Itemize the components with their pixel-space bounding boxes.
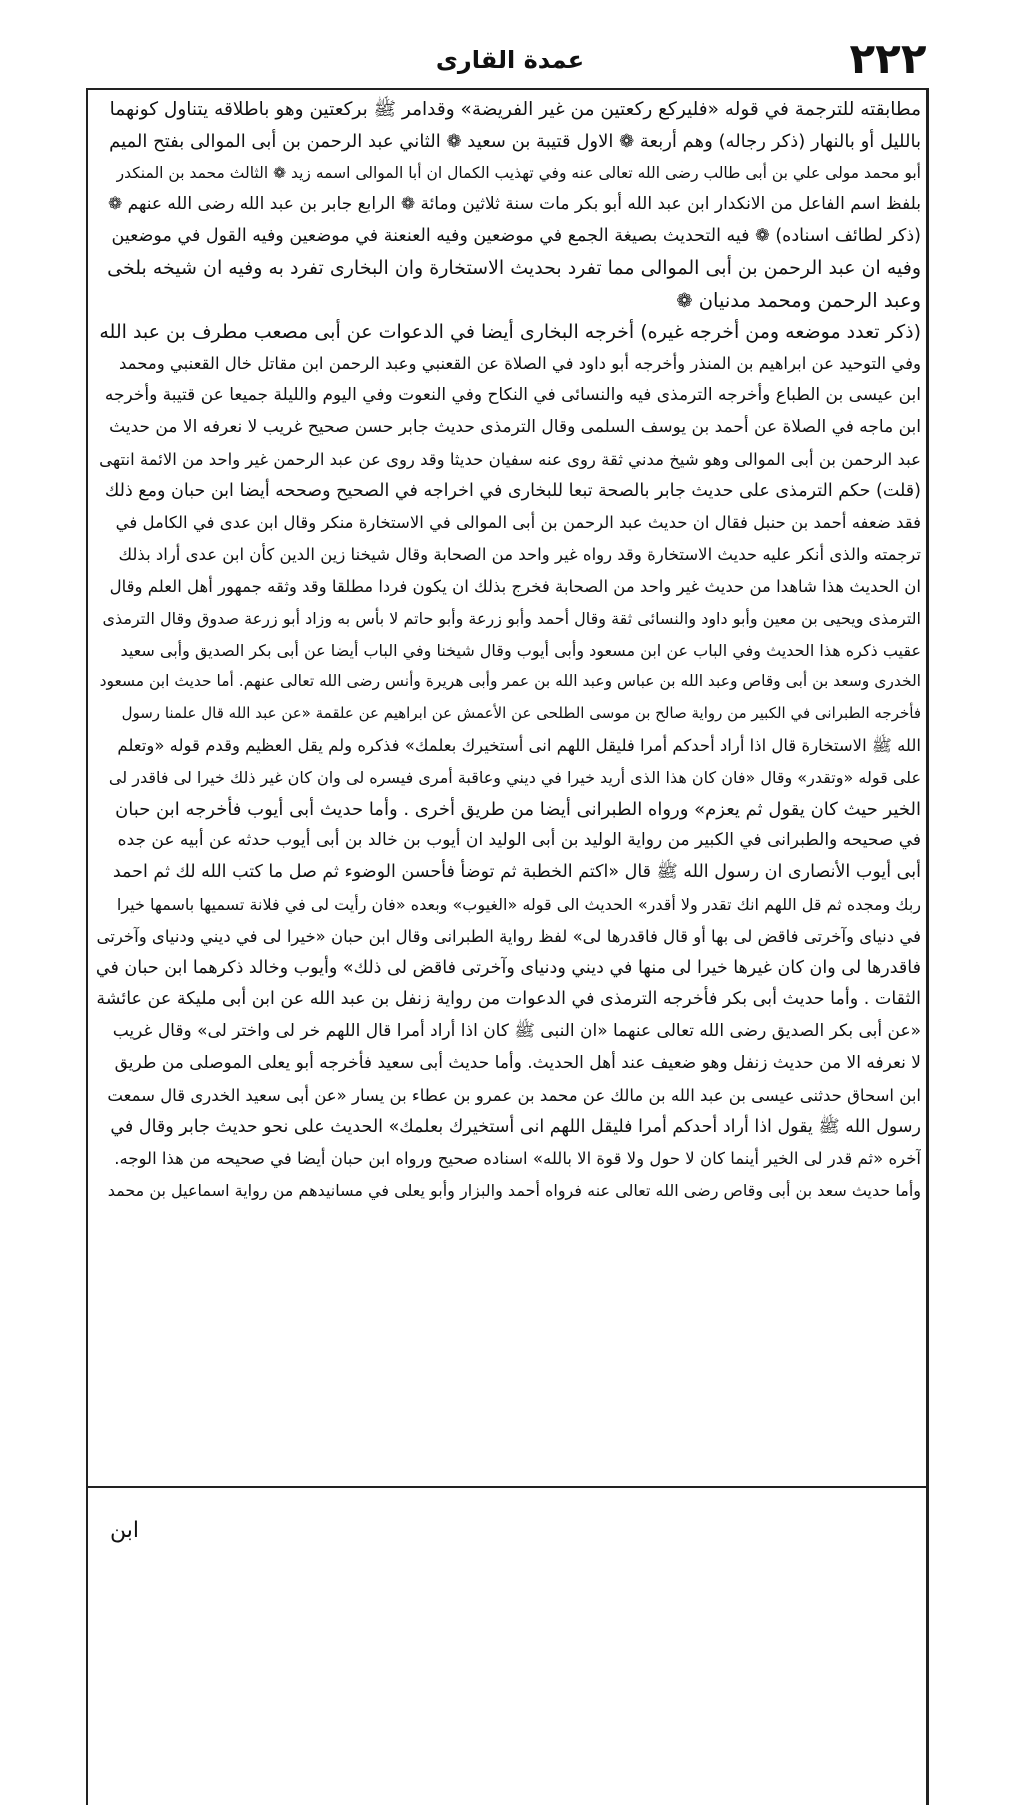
text-line: ابن اسحاق حدثنى عيسى بن عبد الله بن مالك عن محمد بن عمرو بن عطاء بن يسار «عن أبى سعيد الخدرى قال سمعت <box>107 1085 921 1105</box>
text-line: فاقدرها لى وان كان غيرها خيرا لى منها في ديني ودنياى وآخرتى فاقض لى ذلك» وأيوب وخالد ذكرهما ابن حبان في <box>96 957 921 978</box>
text-line: الخير حيث كان يقول ثم يعزم» ورواه الطبرانى أيضا من طريق أخرى . وأما حديث أبى أيوب فأخرجه ابن حبان <box>115 798 921 820</box>
text-line: وعبد الرحمن ومحمد مدنيان ❁ <box>676 288 921 312</box>
text-line: أبو محمد مولى علي بن أبى طالب رضى الله تعالى عنه وفي تهذيب الكمال ان أبا الموالى اسمه زيد ❁ الثالث محمد بن المنكدر <box>116 163 921 182</box>
text-line: (ذكر لطائف اسناده) ❁ فيه التحديث بصيغة الجمع في موضعين وفيه العنعنة في موضعين وفيه القول في موضعين <box>111 226 921 247</box>
text-line: (قلت) حكم الترمذى على حديث جابر بالصحة تبعا للبخارى في اخراجه في الصحيح وصححه أيضا ابن حبان ومع ذلك <box>104 480 921 501</box>
text-line: فقد ضعفه أحمد بن حنبل فقال ان حديث عبد الرحمن بن أبى الموالى في الاستخارة منكر وقال ابن عدى في الكامل في <box>115 513 921 533</box>
text-line: على قوله «وتقدر» وقال «فان كان هذا الذى أريد خيرا في ديني وعاقبة أمرى فيسره لى وان كان غير ذلك خيرا لى فاقدر لى <box>108 767 921 787</box>
text-line: أبى أيوب الأنصارى ان رسول الله ﷺ قال «اكتم الخطبة ثم توضأ فأحسن الوضوء ثم صل ما كتب الله لك ثم احمد <box>112 862 921 883</box>
text-line: آخره «ثم قدر لى الخير أينما كان لا حول ولا قوة الا بالله» اسناده صحيح ورواه ابن حبان أيضا في صحيحه من هذا الوجه. <box>114 1149 921 1169</box>
text-line: ان الحديث هذا شاهدا من حديث غير واحد من الصحابة فخرج بذلك ان يكون فردا مطلقا وقد وثقه جمهور أهل العلم وقال <box>109 576 921 596</box>
text-line: بالليل أو بالنهار (ذكر رجاله) وهم أربعة ❁ الاول قتيبة بن سعيد ❁ الثاني عبد الرحمن بن أبى الموالى بفتح الميم <box>109 130 921 152</box>
text-line: في صحيحه والطبرانى في الكبير من رواية الوليد بن أبى الوليد ان أيوب بن خالد بن أبى أيوب حدثه عن أبيه عن جده <box>117 830 921 851</box>
text-line: ربك ومجده ثم قل اللهم انك تقدر ولا أقدر» الحديث الى قوله «الغيوب» وبعده «فان رأيت لى في فلانة تسميها باسمها خيرا <box>116 894 921 914</box>
text-line: وفيه ان عبد الرحمن بن أبى الموالى مما تفرد بحديث الاستخارة وان البخارى تفرد به وفيه ان شيخه بلخى <box>107 256 921 279</box>
text-line: «عن أبى بكر الصديق رضى الله تعالى عنهما «ان النبى ﷺ كان اذا أراد أمرا قال اللهم خر لى واختر لى» وقال غريب <box>112 1021 921 1042</box>
text-line: رسول الله ﷺ يقول اذا أراد أحدكم أمرا فليقل اللهم انى أستخيرك بعلمك» الحديث على نحو حديث جابر وقال في <box>110 1116 921 1137</box>
text-line: ترجمته والذى أنكر عليه حديث الاستخارة وقد رواه غير واحد من الصحابة وقال شيخنا زين الدين كأن ابن عدى أراد بذلك <box>118 545 921 565</box>
text-line: ابن ماجه في الصلاة عن أحمد بن يوسف السلمى وقال الترمذى حديث جابر حسن صحيح غريب لا نعرفه الا من حديث <box>109 416 921 437</box>
text-line: عبد الرحمن بن أبى الموالى وهو شيخ مدني ثقة روى عنه سفيان حديثا وقد روى عن عبد الرحمن غير واحد من الائمة انتهى <box>99 449 921 469</box>
body-text <box>96 94 921 1207</box>
text-frame-right-rule <box>926 88 929 1805</box>
text-frame-left-rule <box>86 88 88 1805</box>
text-line: وأما حديث سعد بن أبى وقاص رضى الله تعالى عنه فرواه أحمد والبزار وأبو يعلى في مسانيدهم من رواية اسماعيل بن محمد <box>107 1181 921 1201</box>
text-line: ابن عيسى بن الطباع وأخرجه الترمذى فيه والنسائى في النكاح وفي النعوت وفي اليوم والليلة جميعا عن قتيبة وأخرجه <box>104 385 921 406</box>
text-line: مطابقته للترجمة في قوله «فليركع ركعتين من غير الفريضة» وقدامر ﷺ بركعتين وهو باطلاقه يتناول كونهما <box>109 99 921 120</box>
text-line: الله ﷺ الاستخارة قال اذا أراد أحدكم أمرا فليقل اللهم انى أستخيرك بعلمك» فذكره ولم يقل العظيم وقدم قوله «وتعلم <box>117 735 921 755</box>
text-line: بلفظ اسم الفاعل من الانكدار ابن عبد الله أبو بكر مات سنة ثلاثين ومائة ❁ الرابع جابر بن عبد الله رضى الله عنهم ❁ <box>107 194 921 215</box>
text-line: الثقات . وأما حديث أبى بكر فأخرجه الترمذى في الدعوات من رواية زنفل بن عبد الله عن ابن أبى مليكة عن عائشة <box>96 989 921 1010</box>
text-frame-top-rule <box>86 88 929 90</box>
page-number: ٢٢٢ <box>849 34 927 83</box>
text-line: وفي التوحيد عن ابراهيم بن المنذر وأخرجه أبو داود في الصلاة عن القعنبي وعبد الرحمن ابن مقاتل خال القعنبي ومحمد <box>119 354 921 374</box>
text-frame-bottom-rule <box>86 1486 929 1488</box>
text-line: الخدرى وسعد بن أبى وقاص وعبد الله بن عباس وعبد الله بن عمر وأبى هريرة وأنس رضى الله تعالى عنهم. أما حديث ابن مسعود <box>99 672 921 691</box>
running-title: عمدة القارى <box>435 46 585 74</box>
text-line: الترمذى ويحيى بن معين وأبو داود والنسائى ثقة وقال أحمد وأبو زرعة وأبو حاتم لا بأس به وزاد أبو زرعة صدوق وقال الترمذى <box>102 608 921 628</box>
text-line: عقيب ذكره هذا الحديث وفي الباب عن ابن مسعود وأبى أيوب وقال شيخنا وفي الباب أيضا عن أبى بكر الصديق وأبى سعيد <box>120 640 921 660</box>
catchword: ابن <box>110 1518 139 1543</box>
text-line: لا نعرفه الا من حديث زنفل وهو ضعيف عند أهل الحديث. وأما حديث أبى سعيد فأخرجه أبو يعلى الموصلى من طريق <box>114 1052 921 1073</box>
text-line: (ذكر تعدد موضعه ومن أخرجه غيره) أخرجه البخارى أيضا في الدعوات عن أبى مصعب مطرف بن عبد الله <box>99 320 921 343</box>
text-line: فأخرجه الطبرانى في الكبير من رواية صالح بن موسى الطلحى عن الأعمش عن ابراهيم عن علقمة «عن عبد الله قال علمنا رسول <box>121 704 921 723</box>
text-line: في دنياى وآخرتى فاقض لى بها أو قال فاقدرها لى» لفظ رواية الطبرانى وقال ابن حبان «خيرا لى في ديني ودنياى وآخرتى <box>96 926 921 946</box>
